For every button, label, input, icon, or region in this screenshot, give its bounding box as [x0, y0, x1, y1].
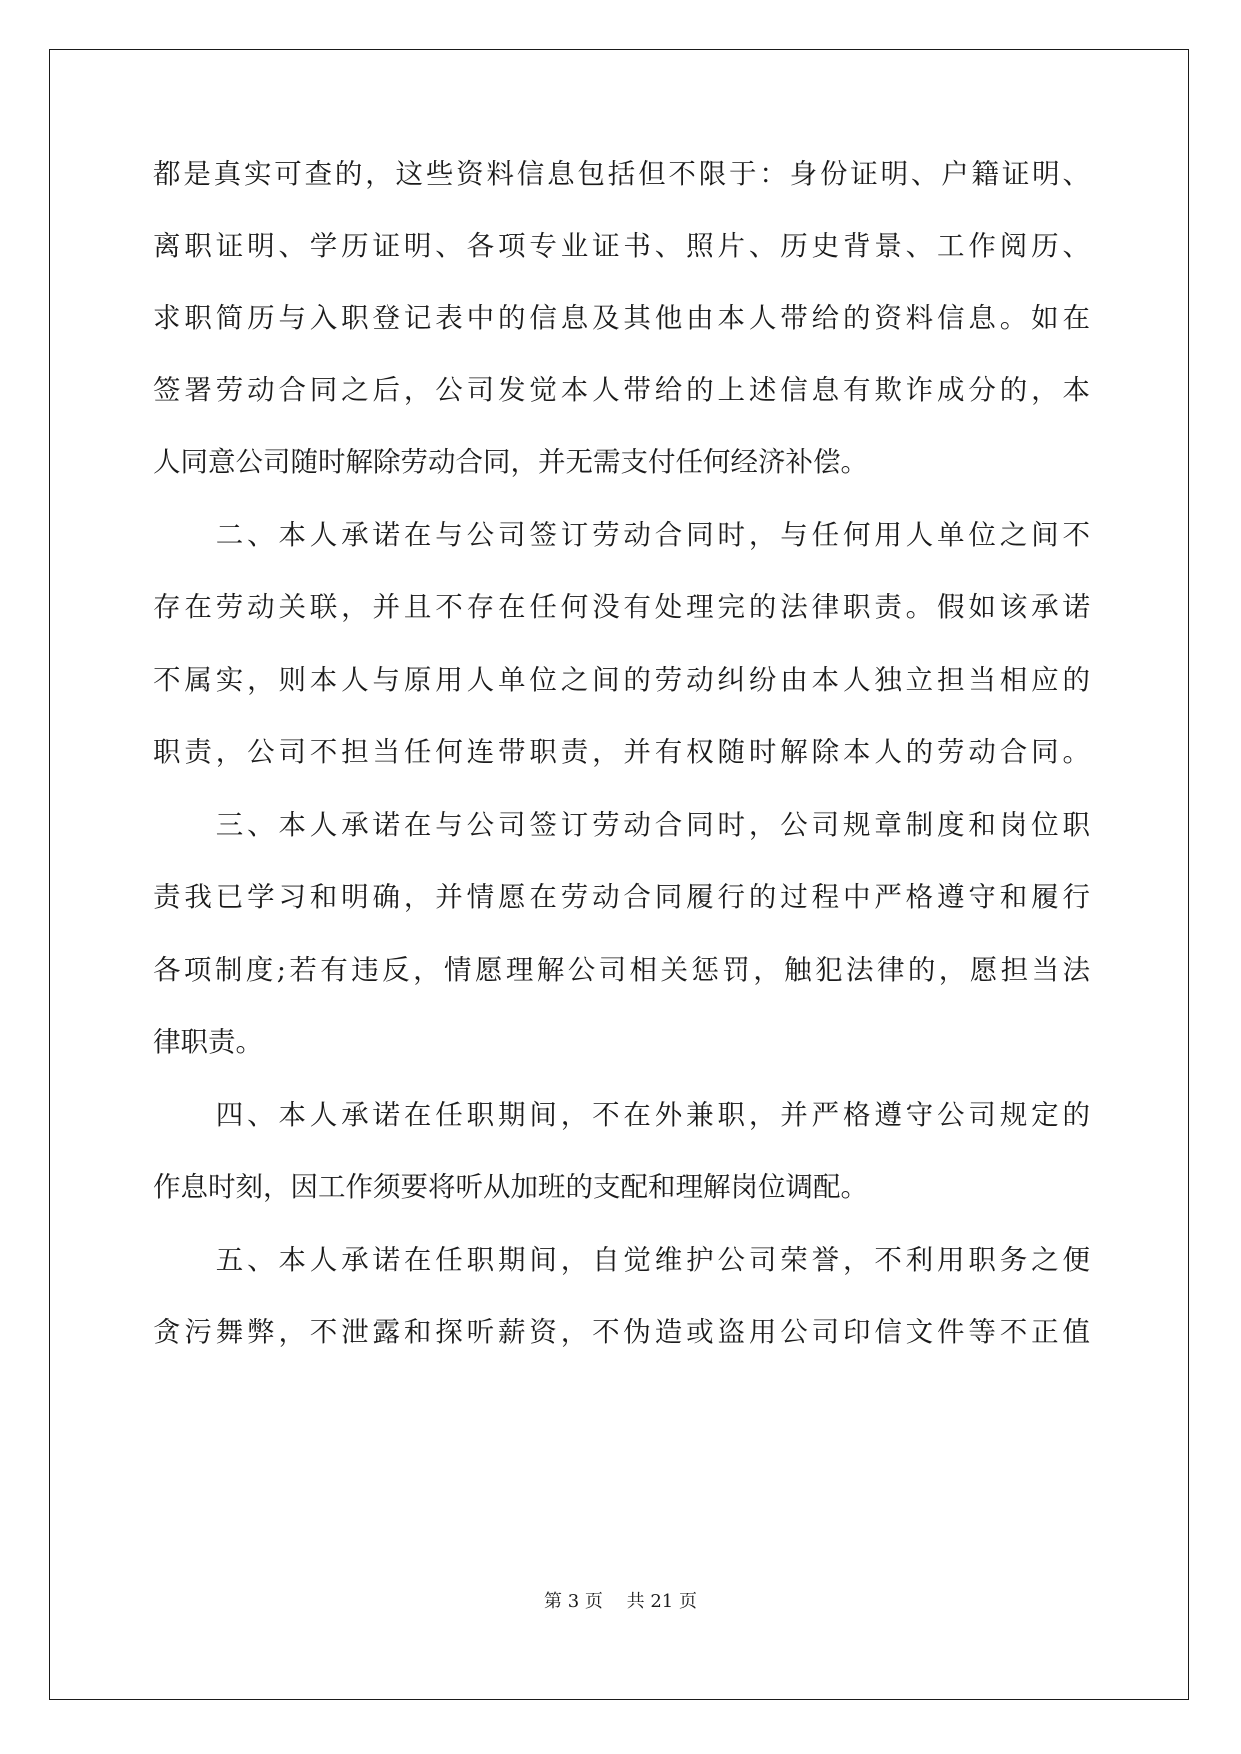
text-line: 签署劳动合同之后，公司发觉本人带给的上述信息有欺诈成分的，本 — [153, 374, 1090, 406]
text-line: 不属实，则本人与原用人单位之间的劳动纠纷由本人独立担当相应的 — [153, 664, 1090, 696]
page-number-footer: 第 3 页 共 21 页 — [544, 1591, 697, 1612]
text-line: 职责，公司不担当任何连带职责，并有权随时解除本人的劳动合同。 — [153, 736, 1090, 768]
text-line: 存在劳动关联，并且不存在任何没有处理完的法律职责。假如该承诺 — [153, 591, 1090, 623]
text-line: 四、本人承诺在任职期间，不在外兼职，并严格遵守公司规定的 — [153, 1099, 1090, 1131]
text-line: 求职简历与入职登记表中的信息及其他由本人带给的资料信息。如在 — [153, 302, 1090, 334]
text-line: 二、本人承诺在与公司签订劳动合同时，与任何用人单位之间不 — [153, 519, 1090, 551]
text-line: 贪污舞弊，不泄露和探听薪资，不伪造或盗用公司印信文件等不正值 — [153, 1316, 1090, 1348]
text-line: 各项制度;若有违反，情愿理解公司相关惩罚，触犯法律的，愿担当法 — [153, 954, 1090, 986]
text-line: 都是真实可查的，这些资料信息包括但不限于：身份证明、户籍证明、 — [153, 158, 1090, 190]
text-line: 责我已学习和明确，并情愿在劳动合同履行的过程中严格遵守和履行 — [153, 881, 1090, 913]
page-border — [49, 49, 1189, 1700]
text-line: 作息时刻，因工作须要将听从加班的支配和理解岗位调配。 — [153, 1171, 868, 1203]
text-line: 离职证明、学历证明、各项专业证书、照片、历史背景、工作阅历、 — [153, 230, 1090, 262]
text-line: 人同意公司随时解除劳动合同，并无需支付任何经济补偿。 — [153, 446, 868, 478]
text-line: 三、本人承诺在与公司签订劳动合同时，公司规章制度和岗位职 — [153, 809, 1090, 841]
text-line: 律职责。 — [153, 1026, 263, 1058]
text-line: 五、本人承诺在任职期间，自觉维护公司荣誉，不利用职务之便 — [153, 1244, 1090, 1276]
